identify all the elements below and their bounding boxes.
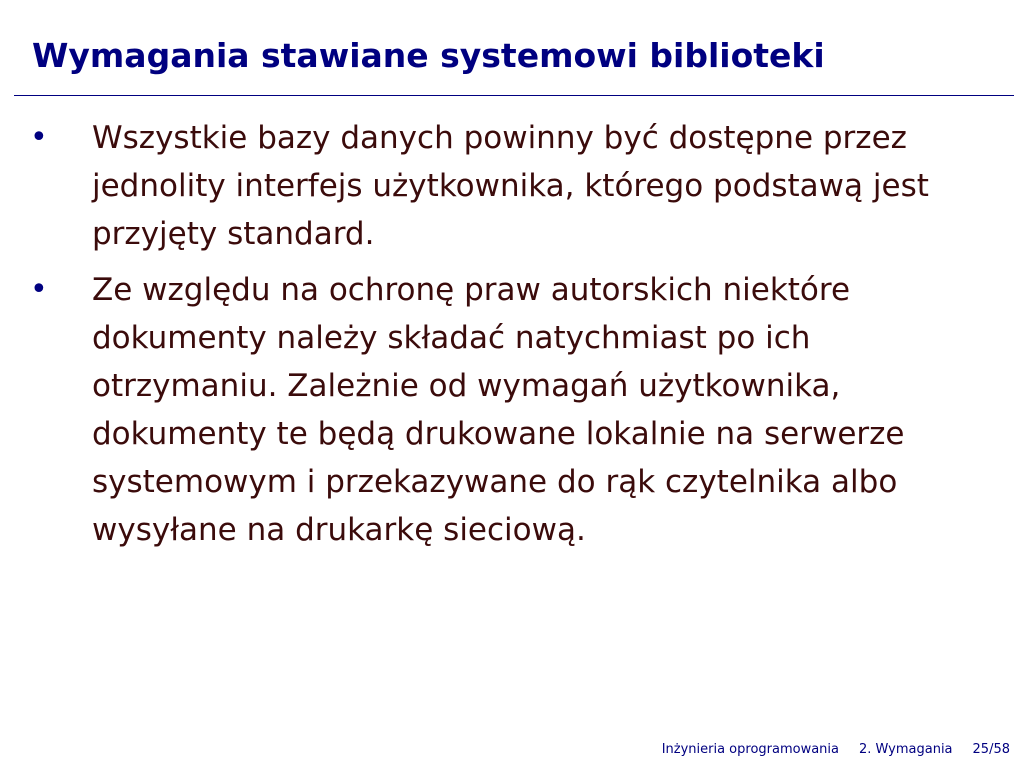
title-divider — [14, 95, 1014, 96]
bullet-marker: • — [30, 120, 48, 155]
bullet-item — [0, 114, 1024, 258]
bullet-text: Wszystkie bazy danych powinny być dostępne przez jednolity interfejs użytkownika, którego podstawą jest przyjęty standard. — [92, 120, 929, 252]
footer-page-number: 25/58 — [972, 742, 1010, 757]
bullet-text: Ze względu na ochronę praw autorskich niektóre dokumenty należy składać natychmiast po ich otrzymaniu. Zależnie od wymagań użytkownika, dokumenty te będą drukowane lokalnie na serwerze systemowym i przekazywane do rąk czytelnika albo wysyłane na drukarkę sieciową. — [92, 272, 905, 548]
footer-chapter: 2. Wymagania — [859, 742, 953, 757]
slide-footer — [662, 740, 1010, 760]
footer-course: Inżynieria oprogramowania — [661, 742, 839, 757]
slide-title: Wymagania stawiane systemowi biblioteki — [32, 36, 825, 75]
bullet-marker: • — [30, 272, 48, 307]
bullet-item — [0, 266, 1024, 554]
bullet-list — [0, 114, 1024, 562]
